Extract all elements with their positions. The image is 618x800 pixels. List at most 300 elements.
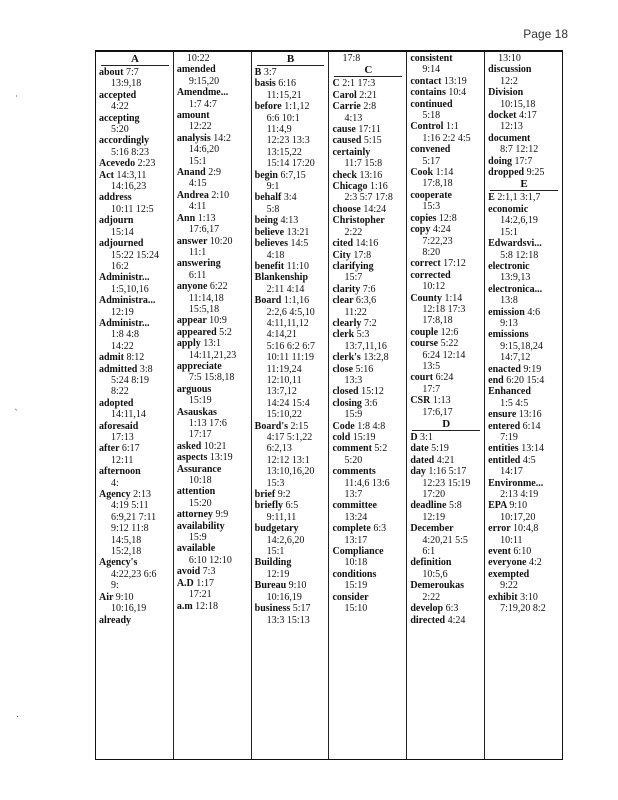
index-term: directed <box>410 614 446 626</box>
index-entry <box>332 170 404 181</box>
index-entry <box>177 190 249 213</box>
page-reference: 7:6 <box>362 283 376 295</box>
index-entry <box>255 272 327 295</box>
index-term: appeared <box>176 326 217 338</box>
page-reference: 14:16 <box>355 238 379 250</box>
index-term: correct <box>410 258 441 270</box>
page-reference: 13:19 <box>209 452 233 464</box>
page-reference: 8:20 <box>422 246 441 258</box>
index-term: before <box>254 101 282 113</box>
index-term: Cook <box>410 167 434 179</box>
page-reference: 2:13 <box>133 489 151 501</box>
page-reference: 9:14 <box>422 64 441 76</box>
page-reference: 15:7 <box>344 272 363 284</box>
page-reference: 9:10 <box>115 591 134 603</box>
index-entry <box>332 181 404 204</box>
index-term: Assurance <box>176 463 222 475</box>
index-term: contact <box>410 75 442 87</box>
index-entry <box>410 466 482 500</box>
index-term: appreciate <box>176 360 222 372</box>
page-reference: 6:11 <box>188 269 207 281</box>
index-entry <box>488 546 560 557</box>
page-reference: 1:13 <box>197 212 216 224</box>
index-term: electronic <box>488 260 530 272</box>
page-reference: 10:15,18 <box>500 98 536 110</box>
index-term: conditions <box>332 568 377 580</box>
page-reference: 1:5 4:5 <box>500 397 529 409</box>
index-term: accepting <box>99 112 140 124</box>
index-term: C <box>332 78 340 90</box>
index-term: benefit <box>254 260 285 272</box>
letter-header: A <box>101 53 169 66</box>
page-reference: 2:21 <box>359 89 378 101</box>
index-term: cited <box>332 238 354 250</box>
margin-mark: ˎ <box>14 400 19 411</box>
page-reference: 1:16 <box>369 181 388 193</box>
page-reference: 2:8 <box>363 101 377 113</box>
index-entry <box>99 557 171 591</box>
index-term: believes <box>254 238 288 250</box>
page-reference: 2:2,6 4:5,10 <box>266 306 315 318</box>
index-entry <box>99 90 171 113</box>
index-term: Board's <box>254 420 288 432</box>
index-term: exempted <box>488 568 530 580</box>
index-term: electronica... <box>488 283 543 295</box>
index-term: Code <box>332 420 355 432</box>
index-term: dated <box>410 454 435 466</box>
page-reference: 6:2,13 <box>266 443 292 455</box>
index-term: clerk <box>332 329 355 341</box>
index-entry <box>332 466 404 500</box>
index-entry <box>332 364 404 387</box>
page-reference: 7:7 <box>125 67 139 78</box>
page-reference: 3:1 <box>420 432 433 443</box>
page-reference: 6:7,15 <box>280 169 306 181</box>
index-term: amount <box>176 110 210 122</box>
index-term: Act <box>99 169 114 181</box>
page-reference: 15:19 <box>352 432 376 443</box>
page-reference: 13:9,18 <box>111 78 142 90</box>
index-term: Environme... <box>488 477 544 489</box>
index-entry <box>332 238 404 249</box>
index-term: County <box>410 292 442 304</box>
index-entry <box>410 500 482 523</box>
page-reference: 10:18 <box>344 557 368 569</box>
index-term: Administra... <box>99 295 156 307</box>
index-entry <box>410 293 482 327</box>
letter-header: C <box>334 64 402 77</box>
index-term: consider <box>332 591 369 603</box>
index-entry <box>177 338 249 361</box>
index-entry <box>255 557 327 580</box>
index-term: comments <box>332 466 376 478</box>
page-reference: 4:2 <box>528 557 542 569</box>
page-reference: 13:8 <box>500 295 518 307</box>
page-reference: 10:4,8 <box>513 523 539 535</box>
page-reference: 2:22 <box>344 226 363 238</box>
index-term: Christopher <box>332 215 385 227</box>
page-reference: 13:2,8 <box>363 352 389 364</box>
page-reference: 12:12 13:1 <box>266 454 310 466</box>
page-reference: 9:19 <box>523 363 542 375</box>
index-term: corrected <box>410 269 451 281</box>
index-term: after <box>99 443 120 455</box>
index-term: Enhanced <box>488 386 531 398</box>
index-entry <box>332 90 404 101</box>
page-reference: 4:21 <box>436 454 455 466</box>
index-entry <box>177 361 249 384</box>
page-reference: 14:2,6,19 <box>500 215 538 227</box>
page-reference: 4: <box>111 477 119 489</box>
page-reference: 6:24 <box>435 372 454 384</box>
index-entry <box>177 53 249 64</box>
index-term: definition <box>410 557 452 569</box>
index-entry <box>255 78 327 101</box>
page-reference: 10:11 <box>500 534 523 546</box>
index-entry <box>488 592 560 615</box>
page-reference: 10:18 <box>188 475 212 487</box>
index-entry <box>488 167 560 178</box>
index-term: exhibit <box>488 591 518 603</box>
page-reference: 13:16 <box>359 169 383 181</box>
page-reference: 6:5 <box>285 500 299 512</box>
page-reference: 4:20,21 5:5 <box>422 534 468 546</box>
page-reference: 17:7 <box>514 155 533 167</box>
index-entry <box>488 261 560 284</box>
index-entry <box>332 569 404 592</box>
page-reference: 10:9 <box>209 315 227 327</box>
page-reference: 17:21 <box>188 589 212 601</box>
index-term: about <box>99 67 124 78</box>
page-reference: 14:2 <box>213 132 232 144</box>
page-reference: 1:16 5:17 <box>428 466 467 478</box>
index-entry <box>99 113 171 136</box>
index-term: close <box>332 363 354 375</box>
index-entry <box>332 135 404 146</box>
index-entry <box>99 592 171 615</box>
index-term: consistent <box>410 53 453 64</box>
index-term: contains <box>410 87 446 99</box>
page-reference: 5:17 <box>292 603 311 615</box>
index-term: EPA <box>488 500 507 512</box>
index-entry <box>177 133 249 167</box>
index-entry <box>99 364 171 398</box>
index-term: doing <box>488 155 513 167</box>
page-reference: 15:1 <box>188 155 207 167</box>
page-reference: 1:14 <box>444 292 463 304</box>
page-reference: 5:24 8:19 <box>111 374 150 386</box>
index-term: CSR <box>410 395 431 407</box>
index-entry <box>177 110 249 133</box>
page-reference: 15:5,18 <box>188 303 220 315</box>
page-reference: 13:9,13 <box>500 272 531 284</box>
page-reference: 13:3 15:13 <box>266 614 310 626</box>
index-term: caused <box>332 135 362 147</box>
index-entry <box>177 601 249 612</box>
page-reference: 2:1,1 3:1,7 <box>497 192 541 204</box>
page-reference: 1:8 4:8 <box>357 420 386 432</box>
page-reference: 5:16 8:23 <box>111 146 150 158</box>
index-entry <box>255 67 327 78</box>
page-reference: 2:13 4:19 <box>500 489 539 501</box>
index-term: adopted <box>99 397 134 409</box>
page-reference: 7:19 <box>500 432 518 443</box>
page-reference: 13:24 <box>344 511 368 523</box>
index-term: end <box>488 374 504 386</box>
index-entry <box>410 167 482 190</box>
index-entry <box>410 615 482 626</box>
index-term: being <box>254 215 278 227</box>
index-term: entities <box>488 443 519 455</box>
page-reference: 2:9 <box>208 167 222 179</box>
page-reference: 4:6 <box>527 306 541 318</box>
page-reference: 17:17 <box>188 429 212 441</box>
index-entry <box>99 238 171 272</box>
index-entry <box>488 53 560 64</box>
page-reference: 10:20 <box>209 235 233 247</box>
index-term: entered <box>488 420 521 432</box>
page-reference: 4:22,23 6:6 <box>111 568 157 580</box>
index-term: Administr... <box>99 317 150 329</box>
index-term: begin <box>254 169 278 181</box>
page-reference: 12:2 <box>500 75 518 87</box>
page-reference: 4:5 <box>522 454 536 466</box>
page-reference: 17:20 <box>422 489 446 501</box>
page-reference: 13:21 <box>286 226 310 238</box>
page-reference: 15:2,18 <box>111 546 142 558</box>
index-entry <box>410 432 482 443</box>
index-entry <box>410 580 482 603</box>
page-reference: 12:18 <box>195 600 218 612</box>
index-entry <box>99 318 171 352</box>
page-reference: 4:24 <box>447 614 466 626</box>
page-reference: 9:2 <box>277 489 291 501</box>
index-entry <box>410 455 482 466</box>
page-reference: 8:22 <box>111 386 129 398</box>
index-term: clerk's <box>332 352 361 364</box>
page-reference: 5:16 <box>355 363 374 375</box>
page-reference: 13:19 <box>443 75 467 87</box>
index-term: Administr... <box>99 272 150 284</box>
index-term: entitled <box>488 454 521 466</box>
page-reference: 17:8 <box>342 53 361 64</box>
index-entry <box>99 192 171 215</box>
page-reference: 11:14,18 <box>188 292 224 304</box>
page-reference: 12:19 <box>266 568 290 580</box>
index-entry <box>177 578 249 601</box>
page-reference: 10:16,19 <box>111 603 147 615</box>
page-reference: 13:7,11,16 <box>344 340 387 352</box>
index-entry <box>255 500 327 523</box>
index-term: deadline <box>410 500 447 512</box>
page-reference: 17:13 <box>111 432 134 443</box>
index-entry <box>488 455 560 478</box>
index-term: B <box>254 67 262 78</box>
index-term: docket <box>488 110 517 122</box>
index-term: Carol <box>332 89 357 101</box>
index-term: arguous <box>176 383 212 395</box>
page-reference: 1:17 <box>196 577 215 589</box>
index-entry <box>488 443 560 454</box>
index-term: appear <box>176 315 207 327</box>
page-reference: 4:22 <box>111 101 129 113</box>
letter-header: E <box>490 178 558 191</box>
index-term: anyone <box>176 281 208 293</box>
index-entry <box>488 87 560 110</box>
index-entry <box>488 557 560 568</box>
index-term: believe <box>254 226 285 238</box>
index-term: a.m <box>176 600 193 612</box>
index-term: closing <box>332 397 362 409</box>
index-term: Control <box>410 121 444 133</box>
index-entry <box>255 192 327 215</box>
page-reference: 14:17 <box>500 466 523 478</box>
page-reference: 6:3 <box>445 603 459 615</box>
page-reference: 15:19 <box>344 580 368 592</box>
page-reference: 3:8 <box>139 363 153 375</box>
page-reference: 6:3 <box>373 523 387 535</box>
index-entry <box>332 295 404 318</box>
index-term: emission <box>488 306 525 318</box>
index-term: Chicago <box>332 181 368 193</box>
page-reference: 1:1 <box>445 121 459 133</box>
index-term: budgetary <box>254 523 299 535</box>
index-entry <box>255 580 327 603</box>
page-reference: 1:8 4:8 <box>111 329 140 341</box>
page-reference: 11:22 <box>344 306 367 318</box>
page-reference: 1:13 17:6 <box>188 418 227 429</box>
page-reference: 12:18 17:3 <box>422 303 466 315</box>
index-term: Acevedo <box>99 158 136 170</box>
index-term: court <box>410 372 434 384</box>
page-reference: 13:10,16,20 <box>266 466 315 478</box>
page-reference: 5:22 <box>440 338 459 350</box>
index-entry <box>488 329 560 363</box>
index-term: enacted <box>488 363 521 375</box>
page-reference: 15:19 <box>188 395 212 407</box>
page-reference: 6:20 15:4 <box>506 374 545 386</box>
index-term: Asauskas <box>176 406 217 418</box>
index-entry <box>255 523 327 557</box>
index-column <box>407 52 485 759</box>
page-reference: 6:10 12:10 <box>188 554 232 566</box>
page-reference: 11:4,6 13:6 <box>344 477 390 489</box>
page-reference: 5:20 <box>111 124 129 136</box>
page-reference: 3:6 <box>364 397 378 409</box>
page-reference: 15:22 15:24 <box>111 249 160 261</box>
index-term: certainly <box>332 146 371 158</box>
page-reference: 15:9 <box>188 532 207 544</box>
index-term: Building <box>254 557 292 569</box>
index-entry <box>177 486 249 509</box>
page-reference: 17:8,18 <box>422 178 453 190</box>
index-entry <box>488 569 560 592</box>
index-entry <box>332 329 404 352</box>
page-reference: 10:12 <box>422 281 446 293</box>
margin-mark: ˙ <box>14 95 19 106</box>
index-term: adjourn <box>99 215 134 227</box>
page-reference: 14:7,12 <box>500 352 531 364</box>
index-term: discussion <box>488 64 532 76</box>
index-entry <box>488 523 560 546</box>
index-entry <box>332 432 404 443</box>
index-entry <box>177 258 249 281</box>
index-entry <box>177 452 249 463</box>
letter-header: B <box>257 53 325 66</box>
index-entry <box>99 170 171 193</box>
page-reference: 8:7 12:12 <box>500 144 539 156</box>
index-entry <box>410 144 482 167</box>
page-reference: 7:3 <box>202 566 216 578</box>
page-reference: 1:1,12 <box>284 101 310 113</box>
page-reference: 12:23 13:3 <box>266 135 310 147</box>
index-entry <box>332 204 404 215</box>
page-reference: 7:22,23 <box>422 235 453 247</box>
index-entry <box>332 261 404 284</box>
page-reference: 13:5 <box>422 360 441 372</box>
index-term: Board <box>254 295 282 307</box>
page-reference: 15:9 <box>344 409 363 421</box>
index-entry <box>99 215 171 238</box>
page-reference: 15:14 17:20 <box>266 158 315 170</box>
page-reference: 13:3 <box>344 374 363 386</box>
page-reference: 11:15,21 <box>266 89 302 101</box>
page-reference: 9:1 <box>266 181 280 193</box>
index-entry <box>177 236 249 259</box>
index-term: everyone <box>488 557 527 569</box>
index-term: City <box>332 249 351 261</box>
index-entry <box>99 615 171 626</box>
page-reference: 1:7 4:7 <box>188 98 217 110</box>
page-reference: 6:16 <box>278 78 297 90</box>
page-reference: 14:6,20 <box>188 144 220 156</box>
page-reference: 6:6 10:1 <box>266 112 300 124</box>
index-entry <box>255 603 327 626</box>
page-reference: 13:7,12 <box>266 386 297 398</box>
index-entry <box>488 238 560 261</box>
page-reference: 9:13 <box>500 317 518 329</box>
index-term: Bureau <box>254 580 287 592</box>
page-reference: 14:24 15:4 <box>266 397 310 409</box>
index-term: brief <box>254 489 276 501</box>
index-term: accordingly <box>99 135 149 147</box>
page-reference: 14:3,11 <box>116 169 147 181</box>
page-reference: 5:8 <box>266 203 280 215</box>
page-reference: 9:10 <box>509 500 528 512</box>
index-entry <box>255 227 327 238</box>
index-entry <box>332 215 404 238</box>
index-term: accepted <box>99 89 137 101</box>
index-entry <box>488 64 560 87</box>
index-entry <box>410 338 482 372</box>
page-reference: 14:2,6,20 <box>266 534 305 546</box>
index-term: Edwardsvi... <box>488 238 542 250</box>
index-term: emissions <box>488 329 529 341</box>
page-reference: 15:12 <box>361 386 384 398</box>
index-term: amended <box>176 64 216 76</box>
index-term: admitted <box>99 363 138 375</box>
index-entry <box>332 386 404 397</box>
page-reference: 12:19 <box>422 511 446 523</box>
page-reference: 5:19 <box>431 443 449 455</box>
page-reference: 13:14 <box>521 443 544 455</box>
index-term: cooperate <box>410 189 452 201</box>
index-term: cold <box>332 432 351 443</box>
index-term: date <box>410 443 429 455</box>
index-term: day <box>410 466 426 478</box>
index-entry <box>488 307 560 330</box>
index-term: clarity <box>332 283 361 295</box>
